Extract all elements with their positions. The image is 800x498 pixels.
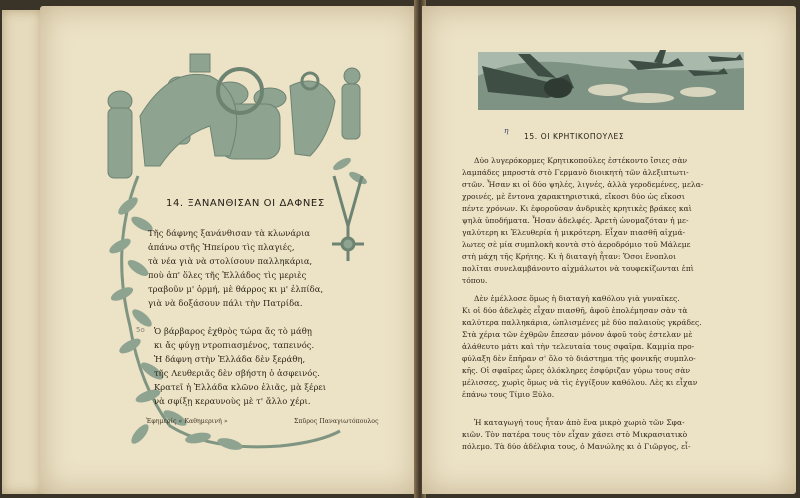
text-line: κῆς. Οἱ σφαῖρες ὧρες ὁλόκληρες ἐσφύριζαν γύρω τους σὰν — [462, 366, 691, 375]
text-line: χροινές, μὲ ἔντονα χαρακτηριστικά, εἴκοσι δύο ὡς εἴκοσι — [462, 192, 685, 201]
war-cross-icon — [332, 176, 364, 261]
text-line: Στὰ χέρια τῶν ἐχθρῶν ἔπεσαν μόνον ἀφοῦ τοὺς ἐστελαν μὲ — [462, 330, 693, 339]
text-line: λωτες σὲ μία συμπλοκὴ κοντὰ στὸ ἀεροδρόμιο τοῦ Μάλεμε — [462, 240, 691, 249]
poem-line: γιὰ νὰ δοξάσουν πάλι τὴν Πατρίδα. — [148, 298, 303, 308]
poem-line: ἀπάνω στῆς Ἠπείρου τὶς πλαγιές, — [148, 242, 295, 252]
text-line: Ἡ καταγωγή τους ἦταν ἀπὸ ἕνα μικρὸ χωριὸ τῶν Σφα- — [474, 418, 685, 427]
poem-line: ποὺ ἀπ' ὅλες τῆς Ἑλλάδος τὶς μεριὲς — [148, 270, 307, 280]
text-line: κιῶν. Τὸν πατέρα τους τὸν εἶχαν χάσει στὸ Μικρασιατικὸ — [462, 430, 688, 439]
margin-note: 5ο — [136, 326, 145, 334]
poem-line: κι ἄς φύγῃ ντροπιασμένος, ταπεινός. — [154, 340, 315, 350]
text-line: στῶν. Ἦσαν κι οἱ δύο ψηλές, λιγνές, ἀλλὰ γεροδεμένες, μελα- — [462, 180, 704, 189]
poem-title: 14. ΞΑΝΑΝΘΙΣΑΝ ΟΙ ΔΑΦΝΕΣ — [166, 198, 325, 209]
text-line: καλύτερα παλληκάρια, ὡπλισμένες μὲ δύο παλαιοὺς γκράδες. — [462, 318, 702, 327]
text-line: πέντε χρόνων. Κι ἐφοροῦσαν ἀνδρικὲς κρητικὲς βράκες καὶ — [462, 204, 692, 213]
text-line: Δύο λυγερόκορμες Κρητικοποῦλες ἐστέκοντο ἴσιες σὰν — [474, 156, 688, 165]
text-line: γαλύτερη κι Ἐλευθερία ἡ μικρότερη. Εἶχαν πιασθῆ αἰχμά- — [462, 228, 686, 237]
text-line: λαμπάδες μπροστὰ στὸ Γερμανὸ διοικητὴ τῶν ἀλεξιπτωτι- — [462, 168, 689, 177]
handwritten-number: η — [504, 126, 509, 135]
text-line: ἀλάθευτο μάτι καὶ τὴν τελευταία τους σφαῖρα. Καμμία προ- — [462, 342, 695, 351]
right-page — [422, 6, 796, 494]
text-line: φύλαξη δὲν ἔπῆραν σ' ὅλο τὸ διάστημα τῆς φονικῆς συμπλο- — [462, 354, 696, 363]
text-line: Δὲν ἐμέλλοσε ὅμως ἡ διαταγὴ καθόλου γιὰ γυναῖκες. — [474, 294, 680, 303]
left-page-edge — [2, 10, 42, 494]
poem-line: Ὁ βάρβαρος ἐχθρὸς τώρα ἄς τὸ μάθῃ — [154, 326, 312, 336]
poem-line: τῆς Λευθεριᾶς δὲν σβήστη ὁ ἀσφεινός. — [154, 368, 320, 378]
text-line: ψηλὰ ὑποδήματα. Ἦσαν ἀδελφές. Ἀρετὴ ὠνομαζόταν ἡ με- — [462, 216, 689, 225]
warplanes-illustration — [478, 46, 744, 116]
poem-author: Σπῦρος Παναγιωτόπουλος — [294, 418, 379, 425]
poem-line: Κρατεῖ ἡ Ἑλλάδα κλῶνο ἐλιᾶς, μὰ ξέρει — [154, 382, 327, 392]
left-page — [40, 6, 418, 494]
text-line: Κι οἱ δύο ἀδελφὲς εἶχαν πιασθῆ, ἀφοῦ ἐπολέμησαν σὰν τὰ — [462, 306, 688, 315]
text-line: στὴ μάχη τῆς Κρήτης. Κι ἡ διαταγὴ ἦταν: Ὅσοι ἔνοπλοι — [462, 252, 676, 261]
poem-line: νὰ σφίξῃ κεραυνοὺς μὲ τ' ἄλλο χέρι. — [154, 396, 311, 406]
text-line: μέλισσες, χωρὶς ὅμως νὰ τὶς ἐγγίξουν καθόλου. Λὲς κι εἶχαν — [462, 378, 698, 387]
text-line: πόλεμο. Τὰ δύο ἀδέλφια τους, ὁ Μανώλης κι ὁ Γιῶργος, εἶ- — [462, 442, 691, 451]
text-line: ἐπάνω τους Τίμιο Ξύλο. — [462, 390, 555, 399]
text-line: πολῖται συνελαμβάνοντο αἰχμάλωτοι νὰ τουφεκίζωνται ἐπὶ — [462, 264, 694, 273]
poem-line: τὰ νέα γιὰ νὰ στολίσουν παλληκάρια, — [148, 256, 313, 266]
chapter-title: 15. ΟΙ ΚΡΗΤΙΚΟΠΟΥΛΕΣ — [524, 132, 625, 141]
poem-source: Ἐφημερίς « Καθημερινή » — [146, 418, 228, 425]
poem-line: τραβοῦν μ' ὁρμή, μὲ θάρρος κι μ' ἐλπίδα, — [148, 284, 324, 294]
text-line: τόπου. — [462, 276, 488, 285]
poem-line: Ἡ δάφνη στὴν Ἑλλάδα δὲν ξεράθη, — [154, 354, 306, 364]
poem-line: Τῆς δάφνης ξανάνθισαν τὰ κλωνάρια — [148, 228, 311, 238]
